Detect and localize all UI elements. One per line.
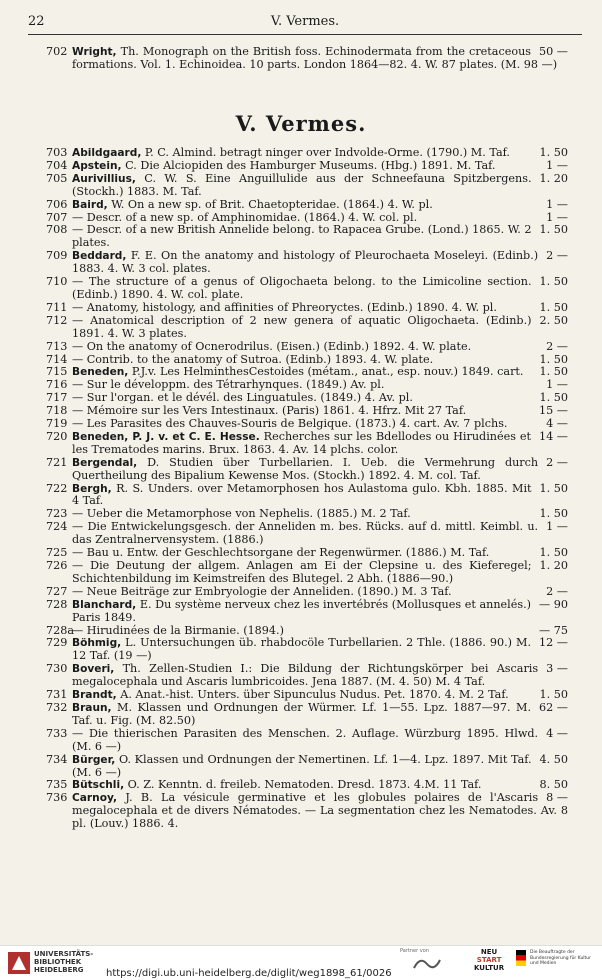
entry-text: W. On a new sp. of Brit. Chaetopteridae. (1864.) 4. W. pl.: [111, 197, 433, 211]
catalog-entry: [0, 276, 602, 302]
entry-list: [0, 147, 602, 831]
catalog-entry: [0, 250, 602, 276]
entry-text: — Die Deutung der allgem. Anlagen am Ei der Clepsine u. des Kieferegel; Schichtenbildung im Keimstreifen des Blutegel. 2 Abh. (1886—90.): [72, 559, 532, 585]
entry-number: 729: [46, 636, 68, 650]
entry-number: 709: [46, 249, 68, 263]
catalog-entry: [0, 560, 602, 586]
entry-text: E. Du système nerveux chez les invertébrés (Mollusques et annelés.) Paris 1849.: [72, 597, 532, 624]
entry-price: 1. 50: [539, 352, 568, 366]
entry-number: 710: [46, 275, 68, 289]
entry-price: 1. 50: [539, 546, 568, 560]
entry-price: 1. 50: [539, 223, 568, 237]
entry-number: 712: [46, 313, 68, 327]
entry-price: 50 —: [539, 45, 568, 58]
entry-number: 702: [46, 45, 68, 58]
entry-number: 715: [46, 365, 68, 379]
entry-text: P. C. Almind. betragt ninger over Indvolde-Orme. (1790.) M. Taf.: [144, 146, 510, 159]
entry-text: — Neue Beiträge zur Embryologie der Anneliden. (1890.) M. 3 Taf.: [72, 584, 452, 598]
neustart-kultur-logo: NEU START KULTUR: [474, 948, 505, 972]
entry-author: Beddard,: [72, 250, 127, 263]
page-number: 22: [28, 14, 45, 29]
catalog-entry: [0, 754, 602, 780]
entry-text: — Die thierischen Parasiten des Menschen. 2. Auflage. Würzburg 1895. Hlwd. (M. 6 —): [72, 726, 539, 753]
library-name: UNIVERSITÄTS- BIBLIOTHEK HEIDELBERG: [34, 950, 94, 974]
entry-price: 1. 50: [539, 365, 568, 379]
section-title: V. Vermes.: [235, 111, 367, 136]
university-library-logo-icon: [6, 950, 32, 976]
entry-text: Th. Zellen-Studien I.: Die Bildung der Richtungskörper bei Ascaris megalocephala und Ascaris lumbricoides. Jena 1887. (M. 4. 50) M. 4 Taf.: [72, 662, 539, 689]
entry-author: Boveri,: [72, 663, 115, 676]
entry-price: 15 —: [539, 404, 568, 418]
catalog-entry: [0, 431, 602, 457]
entry-price: 4 —: [546, 417, 568, 431]
entry-text: F. E. On the anatomy and histology of Pleurochaeta Moseleyi. (Edinb.) 1883. 4. W. 3 col. plates.: [72, 249, 539, 276]
entry-number: 735: [46, 778, 68, 792]
entry-list-pre: [0, 46, 602, 72]
entry-text: — Die Entwickelungsgesch. der Anneliden m. bes. Rücks. auf d. mittl. Keimbl. u. das Zentralnervensystem. (1886.): [72, 520, 539, 547]
catalog-entry: [0, 173, 602, 199]
entry-price: 2 —: [546, 584, 568, 598]
entry-price: 14 —: [539, 429, 568, 443]
entry-number: 732: [46, 700, 68, 714]
entry-price: 1. 50: [539, 391, 568, 405]
entry-price: 1 —: [546, 210, 568, 224]
catalog-entry: [0, 702, 602, 728]
entry-price: 1. 50: [539, 688, 568, 702]
entry-text: — On the anatomy of Ocnerodrilus. (Eisen.) (Edinb.) 1892. 4. W. plate.: [72, 339, 472, 353]
entry-text: L. Untersuchungen üb. rhabdocöle Turbellarien. 2 Thle. (1886. 90.) M. 12 Taf. (19 —): [72, 636, 532, 663]
catalog-entry: [0, 315, 602, 341]
entry-author: Bergendal,: [72, 456, 138, 469]
catalog-entry: [0, 457, 602, 483]
entry-number: 705: [46, 171, 68, 185]
entry-number: 713: [46, 339, 68, 353]
entry-text: — Contrib. to the anatomy of Sutroa. (Edinb.) 1893. 4. W. plate.: [72, 352, 434, 366]
entry-text: — Anatomy, histology, and affinities of Phreoryctes. (Edinb.) 1890. 4. W. pl.: [72, 300, 497, 314]
entry-number: 704: [46, 158, 68, 172]
entry-price: 2 —: [546, 249, 568, 263]
catalog-entry: [0, 599, 602, 625]
running-header: [28, 14, 582, 35]
entry-price: 1. 50: [539, 146, 568, 159]
entry-author: Bürger,: [72, 753, 116, 766]
entry-author: Aurivillius,: [72, 172, 136, 185]
entry-author: Bergh,: [72, 482, 112, 495]
catalog-entry: [0, 46, 602, 72]
entry-text: — The structure of a genus of Oligochaeta belong. to the Limicoline section. (Edinb.) 1890. 4. W. col. plate.: [72, 275, 532, 301]
entry-price: 1 —: [546, 197, 568, 211]
catalog-entry: [0, 792, 602, 831]
entry-text: O. Z. Kenntn. d. freileb. Nematoden. Dresd. 1873. 4.M. 11 Taf.: [127, 778, 482, 792]
german-flag-icon: [516, 950, 526, 966]
entry-text: J. B. La vésicule germinative et les globules polaires de l'Ascaris megalocephala et de divers Nématodes. — La segmentation chez les Nematodes. Av. 8 pl. (Louv.) 1886. 4.: [72, 791, 568, 831]
entry-number: 717: [46, 391, 68, 405]
partner-logo-icon: [412, 954, 442, 974]
entry-number: 719: [46, 417, 68, 431]
entry-price: 2. 50: [539, 313, 568, 327]
entry-number: 726: [46, 559, 68, 572]
entry-number: 716: [46, 378, 68, 392]
running-title: V. Vermes.: [270, 14, 340, 29]
entry-number: 720: [46, 429, 68, 443]
entry-price: 2 —: [546, 455, 568, 469]
entry-text: — Sur l'organ. et le dévél. des Linguatules. (1849.) 4. Av. pl.: [72, 391, 413, 405]
entry-text: Th. Monograph on the British foss. Echinodermata from the cretaceous formations. Vol. 1. Echinoidea. 10 parts. London 1864—82. 4. W. 87 plates. (M. 98 —): [72, 45, 558, 71]
entry-text: — Bau u. Entw. der Geschlechtsorgane der Regenwürmer. (1886.) M. Taf.: [72, 546, 490, 560]
catalog-entry: [0, 224, 602, 250]
entry-author: Apstein,: [72, 159, 122, 172]
catalog-entry: [0, 483, 602, 509]
entry-price: 1. 50: [539, 507, 568, 521]
catalog-entry: [0, 521, 602, 547]
entry-price: 8 —: [546, 791, 568, 805]
entry-text: — Descr. of a new British Annelide belong. to Rapacea Grube. (Lond.) 1865. W. 2 plates.: [72, 223, 532, 250]
entry-text: O. Klassen und Ordnungen der Nemertinen. Lf. 1—4. Lpz. 1897. Mit Taf. (M. 6 —): [72, 752, 532, 779]
entry-number: 722: [46, 481, 68, 495]
entry-price: 12 —: [539, 636, 568, 650]
entry-price: 4 —: [546, 726, 568, 740]
entry-price: 62 —: [539, 700, 568, 714]
entry-price: — 90: [539, 597, 568, 611]
entry-text: — Ueber die Metamorphose von Nephelis. (1885.) M. 2 Taf.: [72, 507, 411, 521]
entry-number: 718: [46, 404, 68, 418]
entry-author: Abildgaard,: [72, 147, 142, 159]
entry-price: 1 —: [546, 378, 568, 392]
entry-number: 707: [46, 210, 68, 224]
entry-price: 1 —: [546, 520, 568, 534]
entry-price: — 75: [539, 623, 568, 637]
entry-price: 1. 50: [539, 275, 568, 289]
entry-number: 734: [46, 752, 68, 766]
entry-number: 706: [46, 197, 68, 211]
entry-author: Braun,: [72, 701, 112, 714]
entry-number: 733: [46, 726, 68, 740]
document-url[interactable]: https://digi.ub.uni-heidelberg.de/diglit/weg1898_61/0026: [106, 968, 392, 979]
entry-author: Wright,: [72, 46, 117, 58]
entry-number: 731: [46, 688, 68, 702]
entry-text: C. Die Alciopiden des Hamburger Museums. (Hbg.) 1891. M. Taf.: [125, 158, 496, 172]
entry-number: 703: [46, 146, 68, 159]
entry-number: 708: [46, 223, 68, 237]
entry-author: Böhmig,: [72, 637, 122, 650]
catalog-entry: [0, 663, 602, 689]
entry-author: Carnoy,: [72, 792, 118, 805]
entry-number: 730: [46, 662, 68, 676]
entry-price: 1 —: [546, 158, 568, 172]
entry-text: — Hirudinées de la Birmanie. (1894.): [72, 623, 284, 637]
entry-price: 1. 50: [539, 481, 568, 495]
entry-author: Beneden,: [72, 366, 129, 379]
entry-text: — Anatomical description of 2 new genera of aquatic Oligochaeta. (Edinb.) 1891. 4. W. 3 plates.: [72, 313, 532, 340]
entry-text: R. S. Unders. over Metamorphosen hos Aulastoma gulo. Kbh. 1885. Mit 4 Taf.: [72, 481, 532, 508]
entry-number: 724: [46, 520, 68, 534]
entry-text: A. Anat.-hist. Unters. über Sipunculus Nudus. Pet. 1870. 4. M. 2 Taf.: [120, 688, 509, 702]
entry-number: 727: [46, 584, 68, 598]
entry-text: — Mémoire sur les Vers Intestinaux. (Paris) 1861. 4. Hfrz. Mit 27 Taf.: [72, 404, 467, 418]
entry-price: 1. 50: [539, 300, 568, 314]
entry-author: Baird,: [72, 198, 108, 211]
entry-text: M. Klassen und Ordnungen der Würmer. Lf. 1—55. Lpz. 1887—97. M. Taf. u. Fig. (M. 82.50): [72, 700, 532, 727]
entry-price: 4. 50: [539, 752, 568, 766]
entry-text: — Les Parasites des Chauves-Souris de Belgique. (1873.) 4. cart. Av. 7 plchs.: [72, 417, 508, 431]
entry-price: 8. 50: [539, 778, 568, 792]
catalog-entry: [0, 728, 602, 754]
bkm-label: Die Beauftragte der Bundesregierung für Kultur und Medien: [530, 950, 592, 966]
entry-number: 721: [46, 455, 68, 469]
entry-author: Beneden, P. J. v. et C. E. Hesse.: [72, 430, 260, 443]
entry-number: 736: [46, 791, 68, 805]
entry-text: C. W. S. Eine Anguillulide aus der Schneefauna Spitzbergens. (Stockh.) 1883. M. Taf.: [72, 171, 532, 198]
entry-price: 2 —: [546, 339, 568, 353]
entry-text: Recherches sur les Bdellodes ou Hirudinées et les Trematodes marins. Brux. 1863. 4. Av. 14 plchs. color.: [72, 429, 532, 456]
entry-number: 711: [46, 300, 68, 314]
catalog-entry: [0, 637, 602, 663]
entry-text: D. Studien über Turbellarien. I. Ueb. die Vermehrung durch Quertheilung des Bipalium Kewense Mos. (Stockh.) 1892. 4. M. col. Taf.: [72, 455, 539, 482]
entry-author: Brandt,: [72, 689, 117, 702]
viewer-footer: [0, 945, 602, 980]
entry-text: — Sur le développm. des Tétrarhynques. (1849.) Av. pl.: [72, 378, 385, 392]
entry-number: 714: [46, 352, 68, 366]
entry-text: P.J.v. Les HelminthesCestoides (métam., anat., esp. nouv.) 1849. cart.: [131, 365, 524, 379]
entry-author: Blanchard,: [72, 598, 137, 611]
entry-number: 723: [46, 507, 68, 521]
entry-number: 728: [46, 597, 68, 611]
entry-price: 1. 20: [539, 171, 568, 185]
entry-number: 725: [46, 546, 68, 560]
entry-price: 1. 20: [539, 559, 568, 572]
entry-text: — Descr. of a new sp. of Amphinomidae. (1864.) 4. W. col. pl.: [72, 210, 418, 224]
entry-number: 728a: [46, 623, 75, 637]
entry-author: Bütschli,: [72, 779, 125, 792]
entry-price: 3 —: [546, 662, 568, 676]
partner-label: Partner von: [400, 948, 429, 954]
